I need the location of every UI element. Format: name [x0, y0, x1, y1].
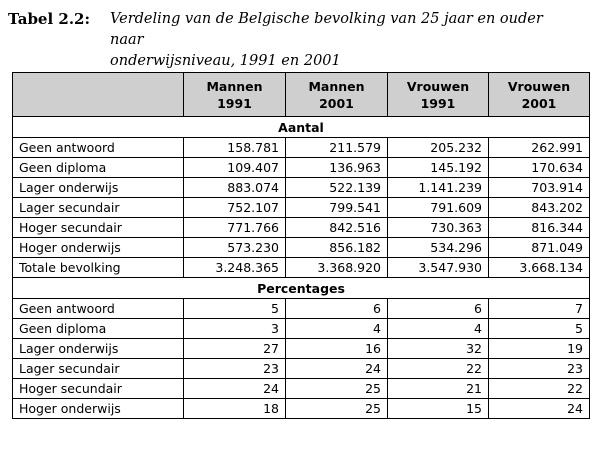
column-header: Mannen 2001 — [286, 73, 388, 117]
table-cell: 136.963 — [286, 158, 388, 178]
table-row — [13, 359, 590, 379]
table-cell: 4 — [388, 319, 489, 339]
table-cell: 6 — [286, 299, 388, 319]
table-cell: 23 — [489, 359, 590, 379]
row-label: Geen antwoord — [13, 299, 184, 319]
table-row — [13, 138, 590, 158]
table-cell: 6 — [388, 299, 489, 319]
table-cell: 18 — [184, 399, 286, 419]
table-row — [13, 258, 590, 278]
table-cell: 1.141.239 — [388, 178, 489, 198]
row-label: Hoger onderwijs — [13, 238, 184, 258]
table-cell: 816.344 — [489, 218, 590, 238]
table-cell: 109.407 — [184, 158, 286, 178]
table-cell: 5 — [184, 299, 286, 319]
table-cell: 4 — [286, 319, 388, 339]
table-cell: 24 — [184, 379, 286, 399]
table-cell: 27 — [184, 339, 286, 359]
table-cell: 3.547.930 — [388, 258, 489, 278]
table-row — [13, 198, 590, 218]
table-cell: 3.368.920 — [286, 258, 388, 278]
table-cell: 24 — [286, 359, 388, 379]
table-row — [13, 238, 590, 258]
caption-title-line1: Verdeling van de Belgische bevolking van 25 jaar en ouder naar — [110, 11, 543, 48]
table-cell: 843.202 — [489, 198, 590, 218]
table-cell: 25 — [286, 379, 388, 399]
table-cell: 23 — [184, 359, 286, 379]
column-header: Vrouwen 2001 — [489, 73, 590, 117]
table-cell: 25 — [286, 399, 388, 419]
table-cell: 3.248.365 — [184, 258, 286, 278]
table-caption — [8, 8, 593, 69]
row-label: Geen antwoord — [13, 138, 184, 158]
table-cell: 3 — [184, 319, 286, 339]
table-row — [13, 158, 590, 178]
education-table — [12, 72, 590, 419]
table-cell: 16 — [286, 339, 388, 359]
row-label: Lager secundair — [13, 359, 184, 379]
table-cell: 22 — [388, 359, 489, 379]
row-label: Lager onderwijs — [13, 178, 184, 198]
row-label: Hoger onderwijs — [13, 399, 184, 419]
table-row — [13, 399, 590, 419]
table-cell: 799.541 — [286, 198, 388, 218]
table-cell: 5 — [489, 319, 590, 339]
row-label: Totale bevolking — [13, 258, 184, 278]
table-cell: 145.192 — [388, 158, 489, 178]
table-row — [13, 319, 590, 339]
table-cell: 19 — [489, 339, 590, 359]
table-cell: 752.107 — [184, 198, 286, 218]
table-cell: 32 — [388, 339, 489, 359]
table-row — [13, 379, 590, 399]
table-cell: 730.363 — [388, 218, 489, 238]
header-corner-cell — [13, 73, 184, 117]
table-cell: 842.516 — [286, 218, 388, 238]
table-cell: 170.634 — [489, 158, 590, 178]
table-cell: 522.139 — [286, 178, 388, 198]
row-label: Geen diploma — [13, 158, 184, 178]
table-row — [13, 218, 590, 238]
table-cell: 883.074 — [184, 178, 286, 198]
caption-title — [110, 9, 580, 72]
section-title: Percentages — [13, 278, 590, 299]
table-cell: 856.182 — [286, 238, 388, 258]
header-row — [13, 73, 590, 117]
section-header-row — [13, 278, 590, 299]
table-cell: 534.296 — [388, 238, 489, 258]
table-cell: 7 — [489, 299, 590, 319]
table-cell: 573.230 — [184, 238, 286, 258]
row-label: Lager onderwijs — [13, 339, 184, 359]
table-cell: 24 — [489, 399, 590, 419]
table-cell: 15 — [388, 399, 489, 419]
table-cell: 22 — [489, 379, 590, 399]
table-cell: 703.914 — [489, 178, 590, 198]
section-title: Aantal — [13, 117, 590, 138]
table-cell: 871.049 — [489, 238, 590, 258]
section-header-row — [13, 117, 590, 138]
table-row — [13, 339, 590, 359]
table-cell: 3.668.134 — [489, 258, 590, 278]
table-row — [13, 299, 590, 319]
table-cell: 211.579 — [286, 138, 388, 158]
caption-label: Tabel 2.2: — [8, 10, 91, 28]
table-cell: 771.766 — [184, 218, 286, 238]
table-body — [13, 117, 590, 419]
table-row — [13, 178, 590, 198]
row-label: Lager secundair — [13, 198, 184, 218]
table-cell: 262.991 — [489, 138, 590, 158]
column-header: Mannen 1991 — [184, 73, 286, 117]
table-cell: 791.609 — [388, 198, 489, 218]
row-label: Hoger secundair — [13, 379, 184, 399]
table-cell: 205.232 — [388, 138, 489, 158]
table-cell: 21 — [388, 379, 489, 399]
caption-title-line2: onderwijsniveau, 1991 en 2001 — [110, 53, 341, 69]
row-label: Geen diploma — [13, 319, 184, 339]
column-header: Vrouwen 1991 — [388, 73, 489, 117]
table-cell: 158.781 — [184, 138, 286, 158]
row-label: Hoger secundair — [13, 218, 184, 238]
